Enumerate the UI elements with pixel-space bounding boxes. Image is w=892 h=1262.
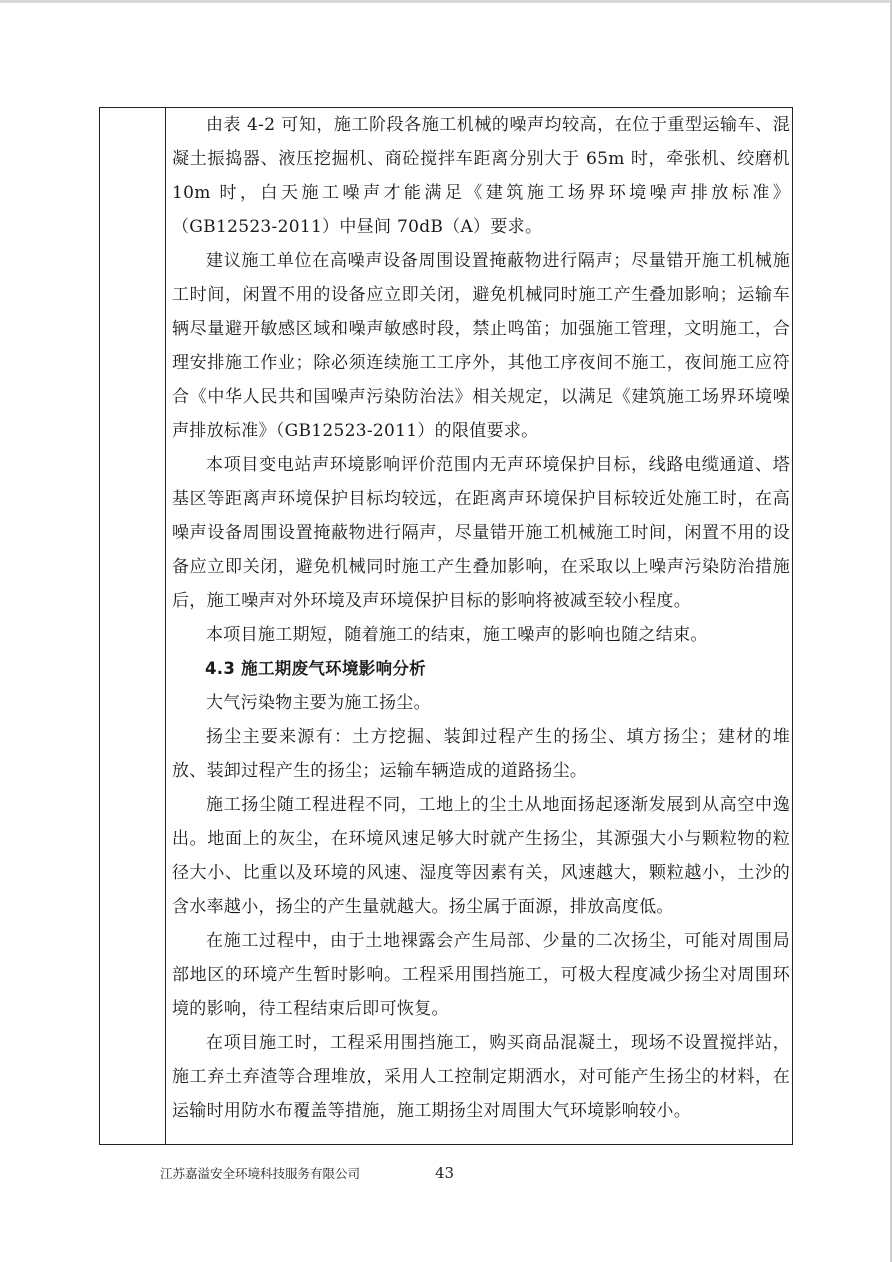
paragraph-noise-end: 本项目施工期短，随着施工的结束，施工噪声的影响也随之结束。 (206, 625, 708, 645)
table-left-column (100, 108, 166, 1144)
paragraph-dust-measures: 在项目施工时，工程采用围挡施工，购买商品混凝土，现场不设置搅拌站，施工弃土弃渣等合理堆放，采用人工控制定期洒水，对可能产生扬尘的材料，在运输时用防水布覆盖等措施，施工期扬尘对周围大气环境影响较小。 (172, 1033, 790, 1121)
paragraph-noise-table-conclusion: 由表 4-2 可知，施工阶段各施工机械的噪声均较高，在位于重型运输车、混凝土振捣器、液压挖掘机、商砼搅拌车距离分别大于 65m 时，牵张机、绞磨机 10m 时，白天施工噪声才能满足《建筑施工场界环境噪声排放标准》（GB12523-2011）中昼间 70dB（A）要求。 (172, 115, 790, 237)
paragraph-air-pollutants: 大气污染物主要为施工扬尘。 (206, 693, 431, 713)
paragraph-dust-sources: 扬尘主要来源有：土方挖掘、装卸过程产生的扬尘、填方扬尘；建材的堆放、装卸过程产生的扬尘；运输车辆造成的道路扬尘。 (172, 727, 790, 781)
paragraph-dust-development: 施工扬尘随工程进程不同，工地上的尘土从地面扬起逐渐发展到从高空中逸出。地面上的灰尘，在环境风速足够大时就产生扬尘，其源强大小与颗粒物的粒径大小、比重以及环境的风速、湿度等因素有关，风速越大，颗粒越小，土沙的含水率越小，扬尘的产生量就越大。扬尘属于面源，排放高度低。 (172, 795, 790, 917)
paragraph-noise-protection-targets: 本项目变电站声环境影响评价范围内无声环境保护目标，线路电缆通道、塔基区等距离声环境保护目标均较远，在距离声环境保护目标较近处施工时，在高噪声设备周围设置掩蔽物进行隔声，尽量错开施工机械施工时间，闲置不用的设备应立即关闭，避免机械同时施工产生叠加影响，在采取以上噪声污染防治措施后，施工噪声对外环境及声环境保护目标的影响将被减至较小程度。 (172, 455, 790, 611)
paragraph-secondary-dust: 在施工过程中，由于土地裸露会产生局部、少量的二次扬尘，可能对周围局部地区的环境产生暂时影响。工程采用围挡施工，可极大程度减少扬尘对周围环境的影响，待工程结束后即可恢复。 (172, 931, 790, 1019)
table-content-cell (172, 108, 790, 1128)
section-heading: 4.3 施工期废气环境影响分析 (205, 659, 426, 678)
paragraph-noise-mitigation: 建议施工单位在高噪声设备周围设置掩蔽物进行隔声；尽量错开施工机械施工时间，闲置不用的设备应立即关闭，避免机械同时施工产生叠加影响；运输车辆尽量避开敏感区域和噪声敏感时段，禁止鸣笛；加强施工管理，文明施工，合理安排施工作业；除必须连续施工工序外，其他工序夜间不施工，夜间施工应符合《中华人民共和国噪声污染防治法》相关规定，以满足《建筑施工场界环境噪声排放标准》（GB12523-2011）的限值要求。 (172, 251, 790, 441)
page-top-edge (0, 0, 892, 3)
footer-company-name: 江苏嘉溢安全环境科技服务有限公司 (160, 1166, 361, 1181)
content-table (99, 107, 793, 1145)
footer-page-number: 43 (435, 1164, 455, 1182)
